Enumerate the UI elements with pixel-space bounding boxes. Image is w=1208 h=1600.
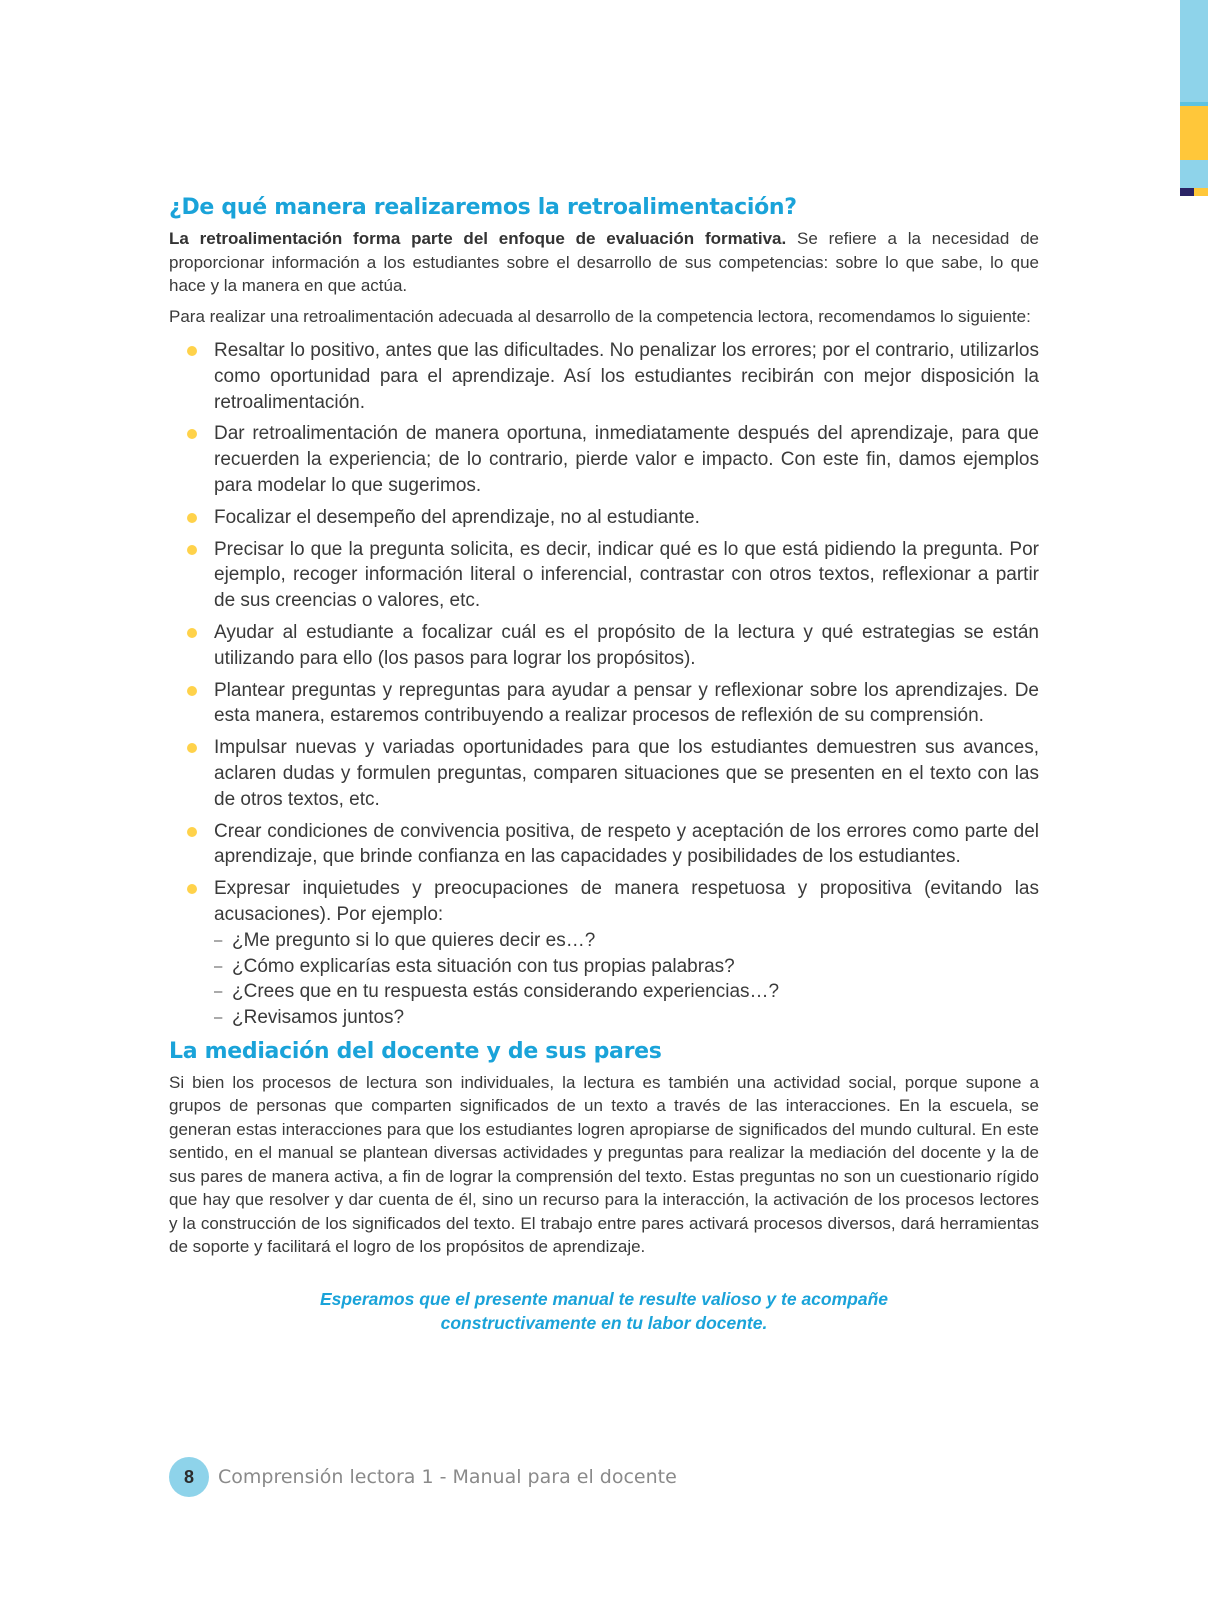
page-content (169, 193, 1039, 1335)
list-item: Precisar lo que la pregunta solicita, es decir, indicar qué es lo que está pidiendo la pregunta. Por ejemplo, recoger información literal o inferencial, contrastar con otros textos, reflexionar a partir de sus creencias o valores, etc. (169, 537, 1039, 614)
side-tab-yellow-segment (1180, 106, 1208, 160)
list-item: Focalizar el desempeño del aprendizaje, no al estudiante. (169, 505, 1039, 531)
bullet-dot-icon (187, 628, 197, 638)
side-tab-blue-lower-segment (1180, 160, 1208, 188)
bullet-dot-icon (187, 513, 197, 523)
example-question: – ¿Me pregunto si lo que quieres decir es…? (214, 928, 1039, 954)
side-tab-blue-segment (1180, 0, 1208, 102)
section-title-mediation: La mediación del docente y de sus pares (169, 1038, 662, 1064)
bullet-dot-icon (187, 429, 197, 439)
intro-bold-text: La retroalimentación forma parte del enfoque de evaluación formativa. (169, 229, 787, 248)
dash-marker: – (214, 931, 223, 949)
mediation-paragraph: Si bien los procesos de lectura son individuales, la lectura es también una actividad social, porque supone a grupos de personas que comparten significados de un texto a través de las interacciones. En la escuela, se generan estas interacciones para que los estudiantes logren apropiarse de significados del mundo cultural. En este sentido, en el manual se plantean diversas actividades y preguntas para realizar la mediación del docente y la de sus pares de manera activa, a fin de lograr la comprensión del texto. Estas preguntas no son un cuestionario rígido que hay que resolver y dar cuenta de él, sino un recurso para la interacción, la activación de los procesos lectores y la construcción de los significados del texto. El trabajo entre pares activará procesos diversos, dará herramientas de soporte y facilitará el logro de los propósitos de aprendizaje. (169, 1072, 1039, 1257)
list-item: Expresar inquietudes y preocupaciones de manera respetuosa y propositiva (evitando las acusaciones). Por ejemplo: – ¿Me pregunto si lo que quieres decir es…? – ¿Cómo explicarías esta situación con tus propias palabras? – ¿Crees que en tu respuesta estás considerando experiencias…? – ¿Revisamos juntos? (169, 876, 1039, 1031)
intro-rest-text: Se refiere a la necesidad de proporcionar información a los estudiantes sobre el desarrollo de sus competencias: sobre lo que sabe, lo que hace y la manera en que actúa. (169, 229, 1039, 295)
dash-marker: – (214, 1009, 223, 1027)
list-item: Resaltar lo positivo, antes que las dificultades. No penalizar los errores; por el contrario, utilizarlos como oportunidad para el aprendizaje. Así los estudiantes recibirán con mejor disposición la retroalimentación. (169, 338, 1039, 415)
bullet-dot-icon (187, 686, 197, 696)
closing-line-1: Esperamos que el presente manual te resulte valioso y te acompañe (320, 1288, 888, 1309)
dash-marker: – (214, 957, 223, 975)
recommendations-list (169, 338, 1039, 1031)
closing-line-2: constructivamente en tu labor docente. (440, 1312, 768, 1333)
side-tab-navy-mark (1180, 188, 1194, 196)
intro-paragraph (169, 227, 1039, 298)
example-question: – ¿Cómo explicarías esta situación con tus propias palabras? (214, 954, 1039, 980)
page-number-badge: 8 (169, 1457, 209, 1497)
dash-marker: – (214, 983, 223, 1001)
list-item: Dar retroalimentación de manera oportuna, inmediatamente después del aprendizaje, para que recuerden la experiencia; de lo contrario, pierde valor e impacto. Con este fin, damos ejemplos para modelar lo que sugerimos. (169, 421, 1039, 498)
section-title-feedback: ¿De qué manera realizaremos la retroalimentación? (169, 195, 797, 220)
footer-title: Comprensión lectora 1 - Manual para el docente (218, 1466, 677, 1488)
bullet-dot-icon (187, 346, 197, 356)
page-footer (169, 1456, 677, 1498)
bullet-dot-icon (187, 827, 197, 837)
list-item: Ayudar al estudiante a focalizar cuál es el propósito de la lectura y qué estrategias se están utilizando para ello (los pasos para lograr los propósitos). (169, 620, 1039, 672)
bullet-dot-icon (187, 743, 197, 753)
list-item: Plantear preguntas y repreguntas para ayudar a pensar y reflexionar sobre los aprendizajes. De esta manera, estaremos contribuyendo a realizar procesos de reflexión de su comprensión. (169, 678, 1039, 730)
list-item: Impulsar nuevas y variadas oportunidades para que los estudiantes demuestren sus avances, aclaren dudas y formulen preguntas, comparen situaciones que se presenten en el texto con las de otros textos, etc. (169, 735, 1039, 812)
example-question: – ¿Crees que en tu respuesta estás considerando experiencias…? (214, 979, 1039, 1005)
example-questions-list (214, 928, 1039, 1031)
bullet-dot-icon (187, 545, 197, 555)
example-question: – ¿Revisamos juntos? (214, 1005, 1039, 1031)
closing-message (169, 1287, 1039, 1335)
side-color-tab (1180, 0, 1208, 196)
list-item: Crear condiciones de convivencia positiva, de respeto y aceptación de los errores como parte del aprendizaje, que brinde confianza en las capacidades y posibilidades de los estudiantes. (169, 819, 1039, 871)
bullet-dot-icon (187, 884, 197, 894)
side-tab-yellow-mark (1194, 188, 1208, 196)
lead-paragraph: Para realizar una retroalimentación adecuada al desarrollo de la competencia lectora, recomendamos lo siguiente: (169, 306, 1031, 326)
